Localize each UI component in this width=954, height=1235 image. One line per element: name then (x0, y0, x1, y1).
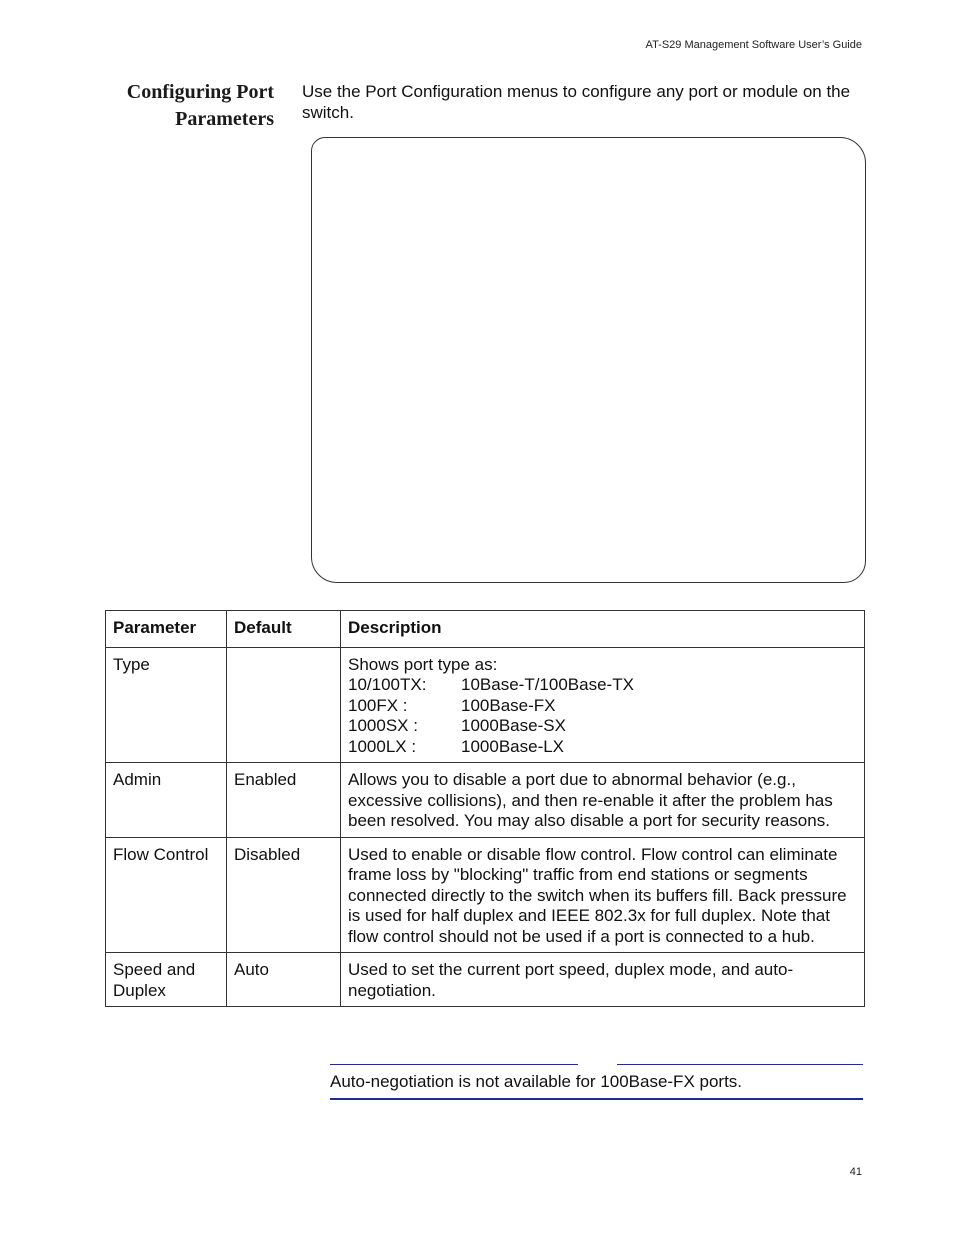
note-text: Auto-negotiation is not available for 100Base-FX ports. (330, 1072, 743, 1091)
section-title (100, 79, 274, 133)
table-row (106, 953, 865, 1007)
type-value: 1000Base-LX (461, 736, 565, 756)
type-entry (348, 737, 857, 758)
section-title-line-1: Configuring Port (126, 81, 274, 103)
type-code: 1000SX : (348, 716, 418, 735)
type-entry (348, 675, 857, 696)
parameter-table (105, 610, 865, 1007)
note-rule-top-left (330, 1064, 578, 1065)
type-entry (348, 696, 857, 717)
table-row (106, 763, 865, 838)
cell-description: Used to enable or disable flow control. Flow control can eliminate frame loss by "blocking" traffic from end stations or segments connected directly to the switch when its buffers fill. Back pressure is used for half duplex and IEEE 802.3x for full duplex. Note that flow control should not be used if a port is connected to a hub. (341, 837, 865, 953)
intro-paragraph: Use the Port Configuration menus to configure any port or module on the switch. (302, 82, 851, 122)
cell-default: Enabled (227, 763, 341, 838)
menu-screen-frame (311, 137, 866, 583)
type-code: 1000LX : (348, 736, 417, 756)
table-row (106, 837, 865, 953)
column-header-default: Default (227, 611, 341, 648)
cell-parameter: Type (106, 647, 227, 763)
type-intro: Shows port type as: (348, 654, 498, 674)
cell-description: Allows you to disable a port due to abnormal behavior (e.g., excessive collisions), and then re-enable it after the problem has been resolved. You may also disable a port for security reasons. (341, 763, 865, 838)
column-header-parameter: Parameter (106, 611, 227, 648)
cell-parameter: Speed and Duplex (106, 953, 227, 1007)
type-code: 10/100TX: (348, 675, 427, 694)
type-code: 100FX : (348, 695, 408, 715)
cell-description: Used to set the current port speed, duplex mode, and auto-negotiation. (341, 953, 865, 1007)
cell-description (341, 647, 865, 763)
note-rule-bottom (330, 1098, 863, 1100)
running-header: AT-S29 Management Software User’s Guide (645, 39, 862, 51)
table-header-row (106, 611, 865, 648)
page-number: 41 (849, 1166, 862, 1178)
column-header-description: Description (341, 611, 865, 648)
cell-default: Auto (227, 953, 341, 1007)
cell-parameter: Admin (106, 763, 227, 838)
type-value: 10Base-T/100Base-TX (461, 675, 634, 694)
cell-default: Disabled (227, 837, 341, 953)
type-value: 100Base-FX (461, 695, 556, 715)
note-rule-top-right (617, 1064, 863, 1065)
section-title-line-2: Parameters (175, 108, 274, 130)
type-value: 1000Base-SX (461, 716, 566, 735)
cell-default (227, 647, 341, 763)
type-entry (348, 716, 857, 737)
cell-parameter: Flow Control (106, 837, 227, 953)
table-row (106, 647, 865, 763)
